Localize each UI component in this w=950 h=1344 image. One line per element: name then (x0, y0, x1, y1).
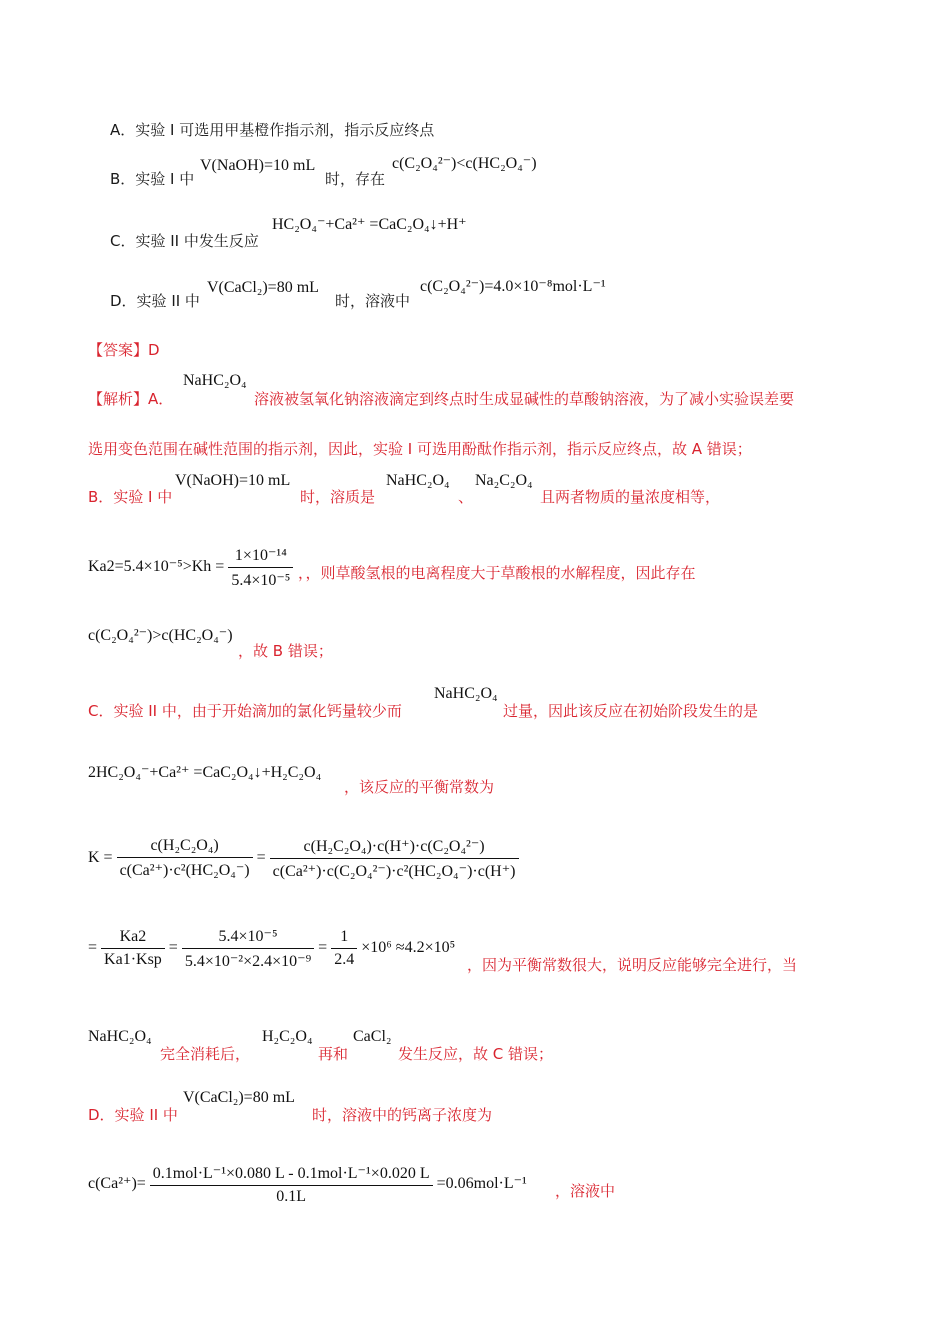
k-num-2: c(H₂C₂O₄)·c(H⁺)·c(C₂O₄²⁻) (303, 838, 485, 855)
k2-fraction-2 (182, 926, 314, 971)
ca-right: =0.06mol·L⁻¹ (436, 1175, 527, 1193)
analysis-a-text-1: 溶液被氢氧化钠溶液滴定到终点时生成显碱性的草酸钠溶液，为了减小实验误差要 (254, 390, 795, 408)
option-b-formula-2: c(C₂O₄²⁻)<c(HC₂O₄⁻) (392, 155, 537, 172)
ca-left: c(Ca²⁺)= (88, 1175, 146, 1193)
k2-den-2: 5.4×10⁻²×2.4×10⁻⁹ (182, 948, 314, 971)
analysis-d-text-1: 时，溶液中的钙离子浓度为 (312, 1106, 493, 1124)
analysis-c-text-1: 过量，因此该反应在初始阶段发生的是 (503, 702, 759, 720)
kh-numerator: 1×10⁻¹⁴ (234, 547, 287, 564)
analysis-c-equation: 2HC₂O₄⁻+Ca²⁺ =CaC₂O₄↓+H₂C₂O₄ (88, 764, 322, 781)
analysis-d-formula-1: V(CaCl₂)=80 mL (183, 1089, 295, 1106)
c2-formula-1: NaHC₂O₄ (88, 1028, 152, 1045)
kh-denominator: 5.4×10⁻⁵ (228, 567, 293, 590)
analysis-d-text-2: ，溶液中 (555, 1182, 616, 1200)
k-den-2: c(Ca²⁺)·c(C₂O₄²⁻)·c²(HC₂O₄⁻)·c(H⁺) (270, 858, 519, 881)
analysis-b-sep: 、 (458, 488, 474, 506)
k-equals: = (256, 849, 266, 867)
option-c-formula: HC₂O₄⁻+Ca²⁺ =CaC₂O₄↓+H⁺ (272, 216, 467, 233)
analysis-head: 【解析】A． (88, 390, 174, 408)
analysis-b-equation (88, 545, 293, 590)
k2-text: ，因为平衡常数很大，说明反应能够完全进行，当 (467, 956, 798, 974)
analysis-b-text-2: 且两者物质的量浓度相等， (540, 488, 721, 506)
kh-left: Ka2=5.4×10⁻⁵>Kh = (88, 558, 225, 576)
k2-num-1: Ka2 (119, 928, 147, 945)
answer: 【答案】D (88, 341, 160, 359)
option-b-mid: 时，存在 (325, 170, 386, 188)
ca-numerator: 0.1mol·L⁻¹×0.080 L - 0.1mol·L⁻¹×0.020 L (152, 1165, 430, 1182)
c2-text-3: 发生反应，故 C 错误； (398, 1045, 554, 1063)
option-b-label: B．实验 I 中 (110, 170, 195, 188)
k2-num-3: 1 (340, 928, 349, 945)
analysis-b-formula-1: V(NaOH)=10 mL (175, 472, 291, 489)
kh-fraction (228, 545, 293, 590)
calcium-expression (88, 1163, 527, 1206)
k-fraction-2 (270, 836, 519, 881)
k-den-1: c(Ca²⁺)·c²(HC₂O₄⁻) (117, 857, 253, 880)
option-b-formula-1: V(NaOH)=10 mL (200, 157, 316, 174)
k-expression-2 (88, 926, 455, 971)
analysis-c-formula-1: NaHC₂O₄ (434, 685, 498, 702)
c2-formula-3: CaCl₂ (353, 1028, 392, 1045)
analysis-d-head: D．实验 II 中 (88, 1106, 178, 1124)
analysis-b-text-4: ，故 B 错误； (238, 642, 333, 660)
k2-equals: = (88, 939, 98, 957)
analysis-b-text-1: 时，溶质是 (300, 488, 376, 506)
analysis-c-text-2: ，该反应的平衡常数为 (344, 778, 495, 796)
ca-fraction (150, 1163, 433, 1206)
k2-fraction-3 (331, 928, 357, 969)
analysis-b-text-3: ，，则草酸氢根的电离程度大于草酸根的水解程度，因此存在 (298, 564, 696, 582)
analysis-b-formula-4: c(C₂O₄²⁻)>c(HC₂O₄⁻) (88, 627, 233, 644)
analysis-c-head: C．实验 II 中，由于开始滴加的氯化钙量较少而 (88, 702, 402, 720)
analysis-a-text-2: 选用变色范围在碱性范围的指示剂，因此，实验 I 可选用酚酞作指示剂，指示反应终点，故 A 错误； (88, 440, 752, 458)
k2-den-3: 2.4 (331, 948, 357, 969)
option-d-formula-1: V(CaCl₂)=80 mL (207, 279, 319, 296)
c2-text-1: 完全消耗后， (160, 1045, 251, 1063)
k2-fraction-1 (101, 928, 165, 969)
option-d-formula-2: c(C₂O₄²⁻)=4.0×10⁻⁸mol·L⁻¹ (420, 278, 606, 295)
k2-equals-b: = (168, 939, 178, 957)
option-a: A．实验 I 可选用甲基橙作指示剂，指示反应终点 (110, 121, 435, 139)
k-expression (88, 836, 519, 881)
k2-num-2: 5.4×10⁻⁵ (218, 928, 278, 945)
c2-formula-2: H₂C₂O₄ (262, 1028, 313, 1045)
analysis-a-formula: NaHC₂O₄ (183, 372, 247, 389)
analysis-b-formula-3: Na₂C₂O₄ (475, 472, 533, 489)
ca-denominator: 0.1L (150, 1185, 433, 1206)
option-d-mid: 时，溶液中 (335, 292, 411, 310)
option-c-label: C．实验 II 中发生反应 (110, 232, 259, 250)
c2-text-2: 再和 (318, 1045, 349, 1063)
k2-tail: ×10⁶ ≈4.2×10⁵ (361, 939, 456, 957)
analysis-b-head: B．实验 I 中 (88, 488, 173, 506)
k-fraction-1 (117, 837, 253, 880)
k2-equals-c: = (318, 939, 328, 957)
k2-den-1: Ka1·Ksp (101, 948, 165, 969)
k-left: K = (88, 849, 113, 867)
analysis-b-formula-2: NaHC₂O₄ (386, 472, 450, 489)
option-d-label: D．实验 II 中 (110, 292, 200, 310)
k-num-1: c(H₂C₂O₄) (150, 837, 219, 854)
